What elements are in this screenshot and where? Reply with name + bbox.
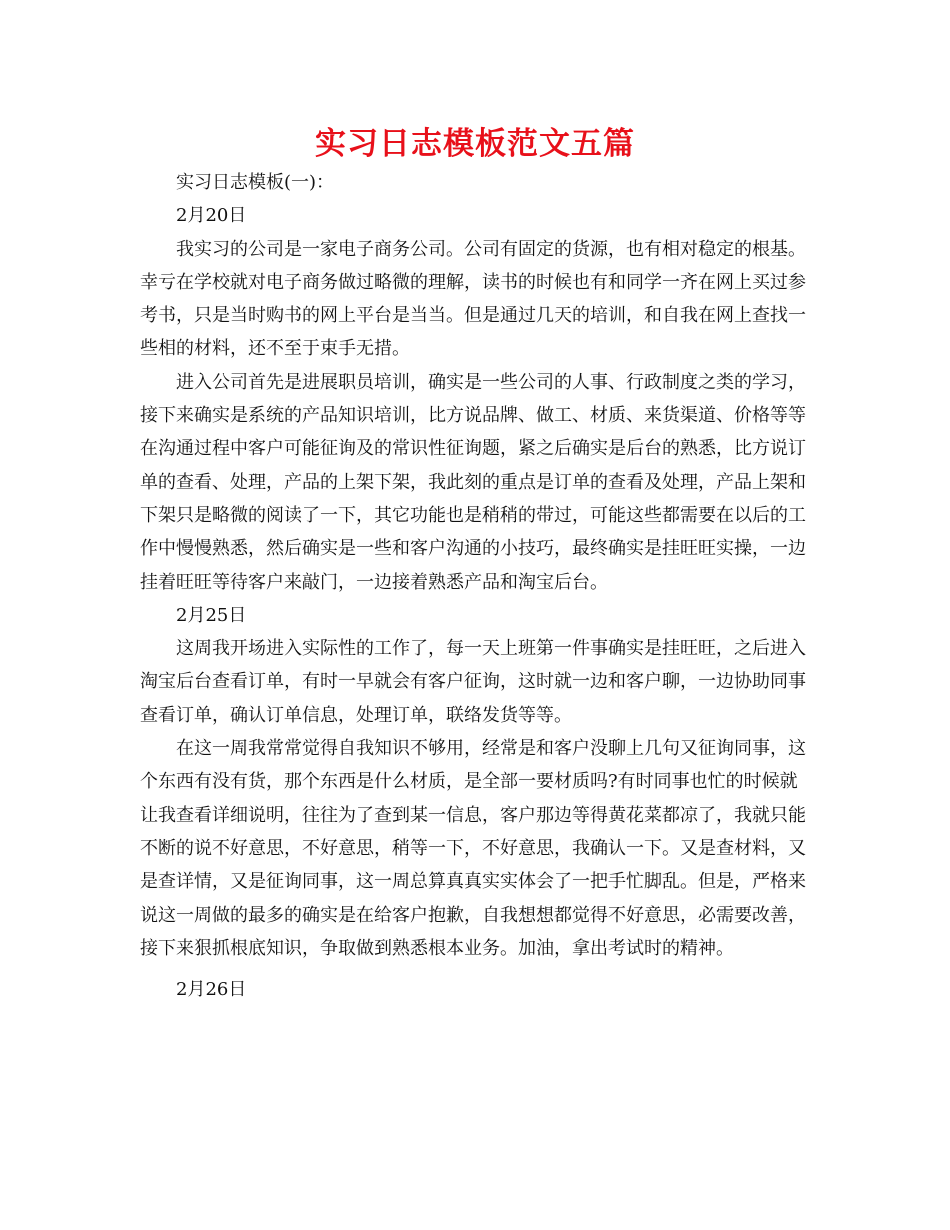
entry-date: 2月20日	[176, 205, 247, 227]
paragraph: 进入公司首先是进展职员培训，确实是一些公司的人事、行政制度之类的学习，接下来确实是系统的产品知识培训，比方说品牌、做工、材质、来货渠道、价格等等在沟通过程中客户可能征询及的常识性征询题，紧之后确实是后台的熟悉，比方说订单的查看、处理，产品的上架下架，我此刻的重点是订单的查看及处理，产品上架和下架只是略微的阅读了一下，其它功能也是稍稍的带过，可能这些都需要在以后的工作中慢慢熟悉，然后确实是一些和客户沟通的小技巧，最终确实是挂旺旺实操，一边挂着旺旺等待客户来敲门，一边接着熟悉产品和淘宝后台。	[140, 371, 806, 593]
entry-date: 2月25日	[176, 604, 247, 626]
entry-date: 2月26日	[176, 979, 247, 1001]
section-heading: 实习日志模板(一)：	[176, 172, 335, 193]
document-title: 实习日志模板范文五篇	[315, 126, 635, 162]
paragraph: 这周我开场进入实际性的工作了，每一天上班第一件事确实是挂旺旺，之后进入淘宝后台查看订单，有时一早就会有客户征询，这时就一边和客户聊，一边协助同事查看订单，确认订单信息，处理订单，联络发货等等。	[140, 638, 806, 726]
document-body	[140, 166, 812, 1006]
paragraph: 我实习的公司是一家电子商务公司。公司有固定的货源，也有相对稳定的根基。幸亏在学校就对电子商务做过略微的理解，读书的时候也有和同学一齐在网上买过参考书，只是当时购书的网上平台是当当。但是通过几天的培训，和自我在网上查找一些相的材料，还不至于束手无措。	[140, 238, 806, 360]
paragraph: 在这一周我常常觉得自我知识不够用，经常是和客户没聊上几句又征询同事，这个东西有没有货，那个东西是什么材质，是全部一要材质吗?有时同事也忙的时候就让我查看详细说明，往往为了查到某一信息，客户那边等得黄花菜都凉了，我就只能不断的说不好意思，不好意思，稍等一下，不好意思，我确认一下。又是查材料，又是查详情，又是征询同事，这一周总算真真实实体会了一把手忙脚乱。但是，严格来说这一周做的最多的确实是在给客户抱歉，自我想想都觉得不好意思，必需要改善，接下来狠抓根底知识，争取做到熟悉根本业务。加油，拿出考试时的精神。	[140, 738, 806, 959]
